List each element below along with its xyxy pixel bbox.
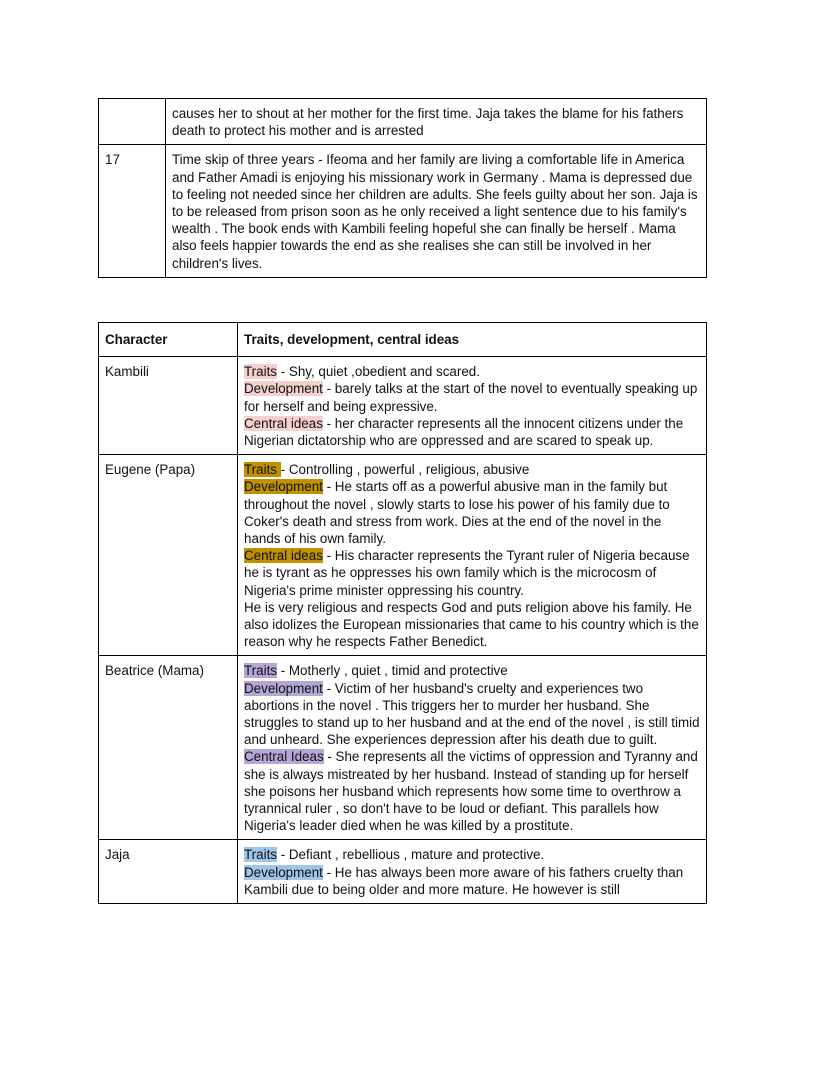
character-details — [238, 656, 707, 840]
traits-text: - Shy, quiet ,obedient and scared. — [276, 364, 480, 380]
traits-label: Traits — [244, 663, 277, 679]
development-text: - He has always been more aware of his fathers cruelty than Kambili due to being older and more mature. He however is still — [244, 864, 684, 897]
table-row — [99, 357, 707, 455]
development-text: - Victim of her husband's cruelty and experiences two abortions in the novel . This triggers her to murder her husband. She struggles to stand up to her husband and at the end of the novel , is still timid and unheard. She experiences depression after his death due to guilt. — [244, 680, 700, 748]
character-name: Eugene (Papa) — [99, 455, 238, 656]
chapter-summary-cell: Time skip of three years - Ifeoma and her family are living a comfortable life in America and Father Amadi is enjoying his missionary work in Germany . Mama is depressed due to feeling not needed since her children are adults. She feels guilty about her son. Jaja is to be released from prison soon as he only received a light sentence due to his family's wealth . The book ends with Kambili feeling hopeful she can finally be herself . Mama also feels happier towards the end as she realises she can still be involved in her children's lives. — [166, 145, 707, 277]
character-analysis-table — [98, 322, 707, 904]
character-details — [238, 455, 707, 656]
character-details — [238, 840, 707, 904]
central-ideas-label: Central Ideas — [244, 749, 324, 765]
traits-label: Traits — [244, 462, 281, 478]
table-row — [99, 840, 707, 904]
traits-entry — [244, 461, 700, 478]
character-name: Kambili — [99, 357, 238, 455]
traits-label: Traits — [244, 364, 277, 380]
table-row — [99, 99, 707, 145]
table-row — [99, 455, 707, 656]
central-ideas-label: Central ideas — [244, 415, 323, 431]
character-name: Beatrice (Mama) — [99, 656, 238, 840]
central-ideas-entry — [244, 547, 700, 599]
table-row — [99, 656, 707, 840]
traits-entry — [244, 363, 700, 380]
central-ideas-entry — [244, 748, 700, 834]
traits-text: - Controlling , powerful , religious, abusive — [280, 462, 530, 478]
chapter-summary-cell: causes her to shout at her mother for the first time. Jaja takes the blame for his fathers death to protect his mother and is arrested — [166, 99, 707, 145]
central-ideas-text: - His character represents the Tyrant ruler of Nigeria because he is tyrant as he oppresses his own family which is the microcosm of Nigeria's prime minister oppressing his country. — [244, 548, 690, 598]
development-entry — [244, 478, 700, 547]
traits-entry — [244, 846, 700, 863]
character-column-header: Character — [99, 323, 238, 357]
details-column-header: Traits, development, central ideas — [238, 323, 707, 357]
chapter-number-cell: 17 — [99, 145, 166, 277]
development-label: Development — [244, 680, 323, 696]
character-details — [238, 357, 707, 455]
development-text: - barely talks at the start of the novel to eventually speaking up for herself and being expressive. — [244, 381, 698, 414]
development-label: Development — [244, 864, 323, 880]
central-ideas-label: Central ideas — [244, 548, 323, 564]
table-header-row — [99, 323, 707, 357]
traits-text: - Motherly , quiet , timid and protective — [276, 663, 508, 679]
central-ideas-text: - her character represents all the innocent citizens under the Nigerian dictatorship who are oppressed and are scared to speak up. — [244, 415, 684, 449]
table-row — [99, 145, 707, 277]
central-ideas-text: - She represents all the victims of oppression and Tyranny and she is always mistreated by her husband. Instead of standing up for herself she poisons her husband which represents how some time to overthrow a tyrannical ruler , so don't have to be loud or defiant. This parallels how Nigeria's leader died when he was killed by a prostitute. — [244, 749, 698, 834]
development-entry — [244, 380, 700, 414]
traits-label: Traits — [244, 847, 277, 863]
development-label: Development — [244, 479, 323, 495]
traits-entry — [244, 662, 700, 679]
traits-text: - Defiant , rebellious , mature and protective. — [276, 847, 545, 863]
development-entry — [244, 864, 700, 898]
development-text: - He starts off as a powerful abusive man in the family but throughout the novel , slowly starts to lose his power of his family due to Coker's death and stress from work. Dies at the end of the novel in the hands of his own family. — [244, 479, 670, 547]
extra-notes: He is very religious and respects God and puts religion above his family. He also idolizes the European missionaries that came to his country which is the reason why he respects Father Benedict. — [244, 599, 699, 650]
chapter-number-cell — [99, 99, 166, 145]
central-ideas-entry — [244, 415, 700, 449]
chapter-summary-table — [98, 98, 707, 278]
development-label: Development — [244, 381, 323, 397]
development-entry — [244, 680, 700, 749]
character-name: Jaja — [99, 840, 238, 904]
